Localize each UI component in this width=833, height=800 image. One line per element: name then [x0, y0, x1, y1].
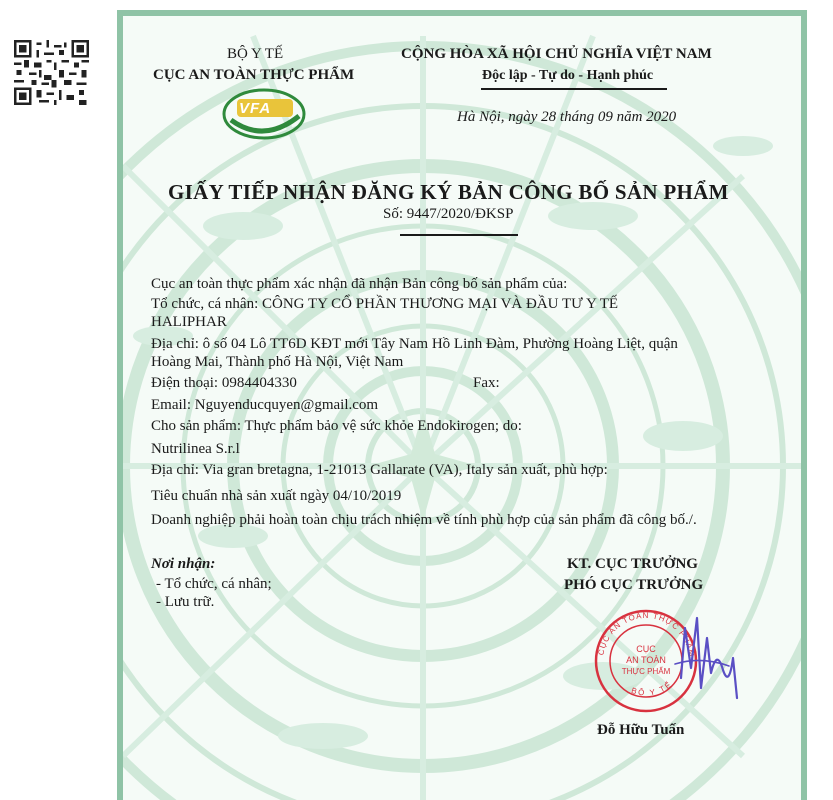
stamp-ring-text: CỤC AN TOÀN THỰC PHẨM	[596, 611, 696, 659]
vfa-logo-text: VFA	[239, 100, 272, 117]
document-title: GIẤY TIẾP NHẬN ĐĂNG KÝ BẢN CÔNG BỐ SẢN PHẨM	[168, 180, 729, 204]
signer-role-1: KT. CỤC TRƯỞNG	[567, 556, 698, 572]
handwritten-signature	[671, 608, 751, 708]
address-line-2: Hoàng Mai, Thành phố Hà Nội, Việt Nam	[151, 354, 404, 370]
motto-underline	[481, 88, 667, 90]
certificate-document	[117, 10, 807, 800]
recipient-item: - Tổ chức, cá nhân;	[156, 576, 272, 592]
document-number: Số: 9447/2020/ĐKSP	[383, 206, 514, 222]
standard-line: Tiêu chuẩn nhà sản xuất ngày 04/10/2019	[151, 488, 402, 504]
phone-number: Điện thoại: 0984404330	[151, 375, 297, 391]
stamp-bottom-text: BỘ Y TẾ	[630, 679, 675, 698]
organization-line-1: Tổ chức, cá nhân: CÔNG TY CỔ PHẦN THƯƠNG MẠI VÀ ĐẦU TƯ Y TẾ	[151, 296, 619, 312]
responsibility-line: Doanh nghiệp phải hoàn toàn chịu trách nhiệm về tính phù hợp của sản phẩm đã công bố./.	[151, 512, 697, 528]
qr-code	[14, 40, 89, 105]
recipient-item: - Lưu trữ.	[156, 594, 215, 610]
title-underline	[400, 234, 518, 236]
email-address: Email: Nguyenducquyen@gmail.com	[151, 397, 379, 413]
country-name: CỘNG HÒA XÃ HỘI CHỦ NGHĨA VIỆT NAM	[401, 46, 712, 62]
svg-text:BỘ Y TẾ	[630, 679, 674, 698]
ministry-name: BỘ Y TẾ	[227, 46, 284, 62]
fax-label: Fax:	[473, 375, 500, 391]
national-motto: Độc lập - Tự do - Hạnh phúc	[482, 68, 654, 83]
organization-line-2: HALIPHAR	[151, 314, 227, 330]
manufacturer-address: Địa chỉ: Via gran bretagna, 1-21013 Gallarate (VA), Italy sản xuất, phù hợp:	[151, 462, 608, 478]
stamp-line-1: CỤC	[636, 644, 656, 654]
intro-text: Cục an toàn thực phẩm xác nhận đã nhận Bản công bố sản phẩm của:	[151, 276, 568, 292]
issue-date: Hà Nội, ngày 28 tháng 09 năm 2020	[457, 109, 677, 125]
address-line-1: Địa chỉ: ô số 04 Lô TT6D KĐT mới Tây Nam Hồ Linh Đàm, Phường Hoàng Liệt, quận	[151, 336, 678, 352]
signer-name: Đỗ Hữu Tuấn	[597, 722, 685, 738]
manufacturer-name: Nutrilinea S.r.l	[151, 441, 240, 457]
signer-role-2: PHÓ CỤC TRƯỞNG	[564, 577, 704, 593]
product-line: Cho sản phẩm: Thực phẩm bảo vệ sức khỏe Endokirogen; do:	[151, 418, 522, 434]
stamp-line-3: THỰC PHẨM	[621, 667, 671, 676]
agency-name: CỤC AN TOÀN THỰC PHẨM	[153, 67, 355, 83]
stamp-line-2: AN TOÀN	[626, 655, 666, 665]
recipients-heading: Nơi nhận:	[151, 556, 216, 572]
